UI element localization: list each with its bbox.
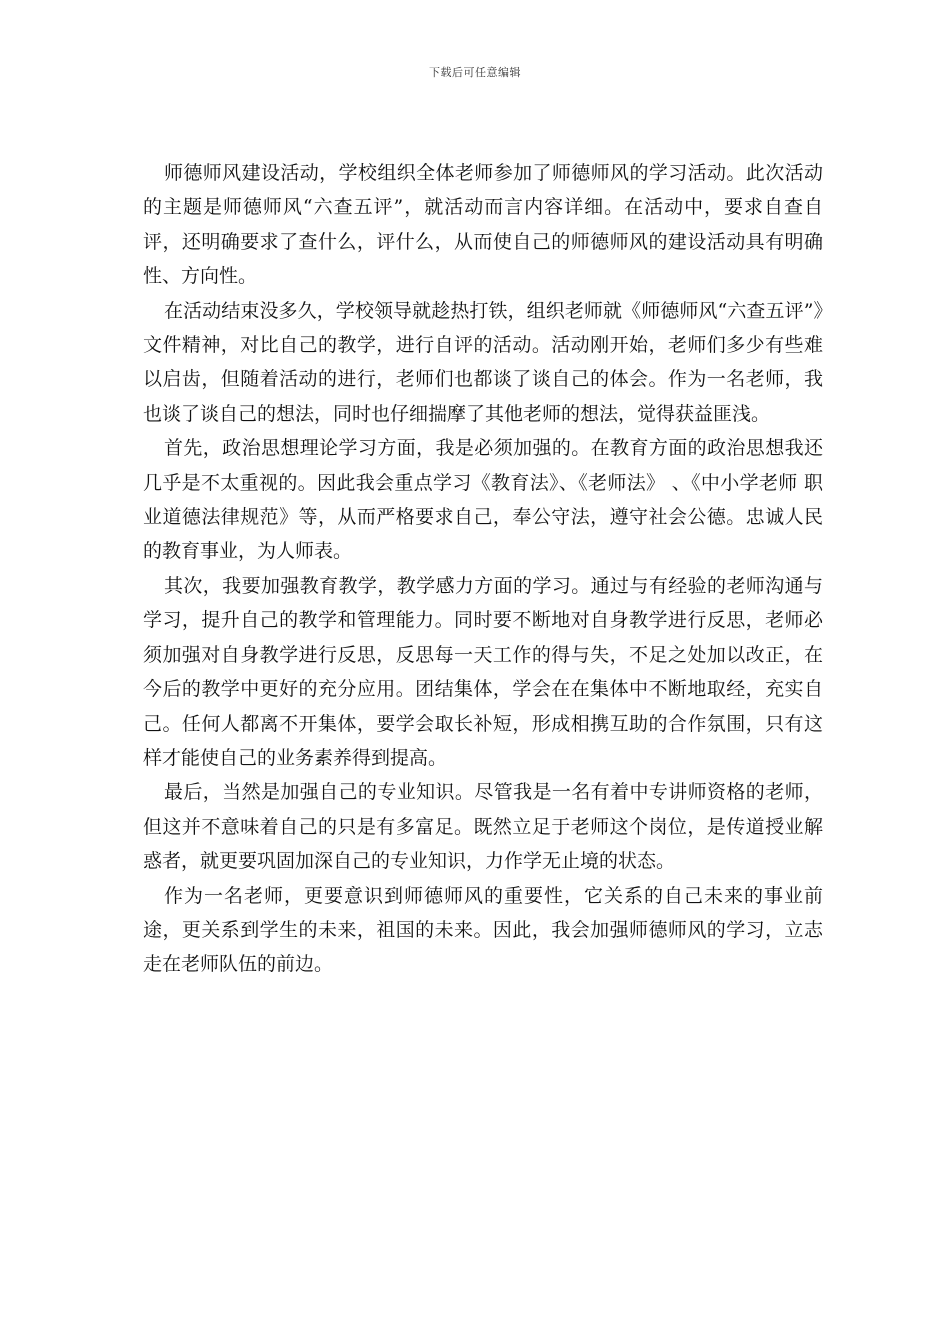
paragraph-5: 最后，当然是加强自己的专业知识。尽管我是一名有着中专讲师资格的老师，但这并不意味着自己的只是有多富足。既然立足于老师这个岗位，是传道授业解惑者，就更要巩固加深自己的专业知识，力作学无止境的状态。 <box>143 781 823 873</box>
paragraph-1: 师德师风建设活动，学校组织全体老师参加了师德师风的学习活动。此次活动的主题是师德师风“六查五评”，就活动而言内容详细。在活动中，要求自查自评，还明确要求了查什么，评什么，从而使自己的师德师风的建设活动具有明确性、方向性。 <box>143 162 823 288</box>
paragraph-4: 其次，我要加强教育教学，教学感力方面的学习。通过与有经验的老师沟通与学习，提升自己的教学和管理能力。同时要不断地对自身教学进行反思，老师必须加强对自身教学进行反思，反思每一天工作的得与失，不足之处加以改正，在今后的教学中更好的充分应用。团结集体，学会在在集体中不断地取经，充实自己。任何人都离不开集体，要学会取长补短，形成相携互助的合作氛围，只有这样才能使自己的业务素养得到提高。 <box>143 574 823 769</box>
paragraph-6: 作为一名老师，更要意识到师德师风的重要性，它关系的自己未来的事业前途，更关系到学生的未来，祖国的未来。因此，我会加强师德师风的学习，立志走在老师队伍的前边。 <box>143 884 823 976</box>
page-header: 下载后可任意编辑 <box>429 66 521 79</box>
paragraph-3: 首先，政治思想理论学习方面，我是必须加强的。在教育方面的政治思想我还几乎是不太重视的。因此我会重点学习《教育法》、《老师法》 、《中小学老师 职业道德法律规范》等，从而严格要求自己，奉公守法，遵守社会公德。忠诚人民的教育事业，为人师表。 <box>143 437 823 563</box>
paragraph-2: 在活动结束没多久，学校领导就趁热打铁，组织老师就《师德师风“六查五评”》文件精神，对比自己的教学，进行自评的活动。活动刚开始，老师们多少有些难以启齿，但随着活动的进行，老师们也都谈了谈自己的体会。作为一名老师，我也谈了谈自己的想法，同时也仔细揣摩了其他老师的想法，觉得获益匪浅。 <box>143 299 823 425</box>
document-body <box>143 156 823 982</box>
